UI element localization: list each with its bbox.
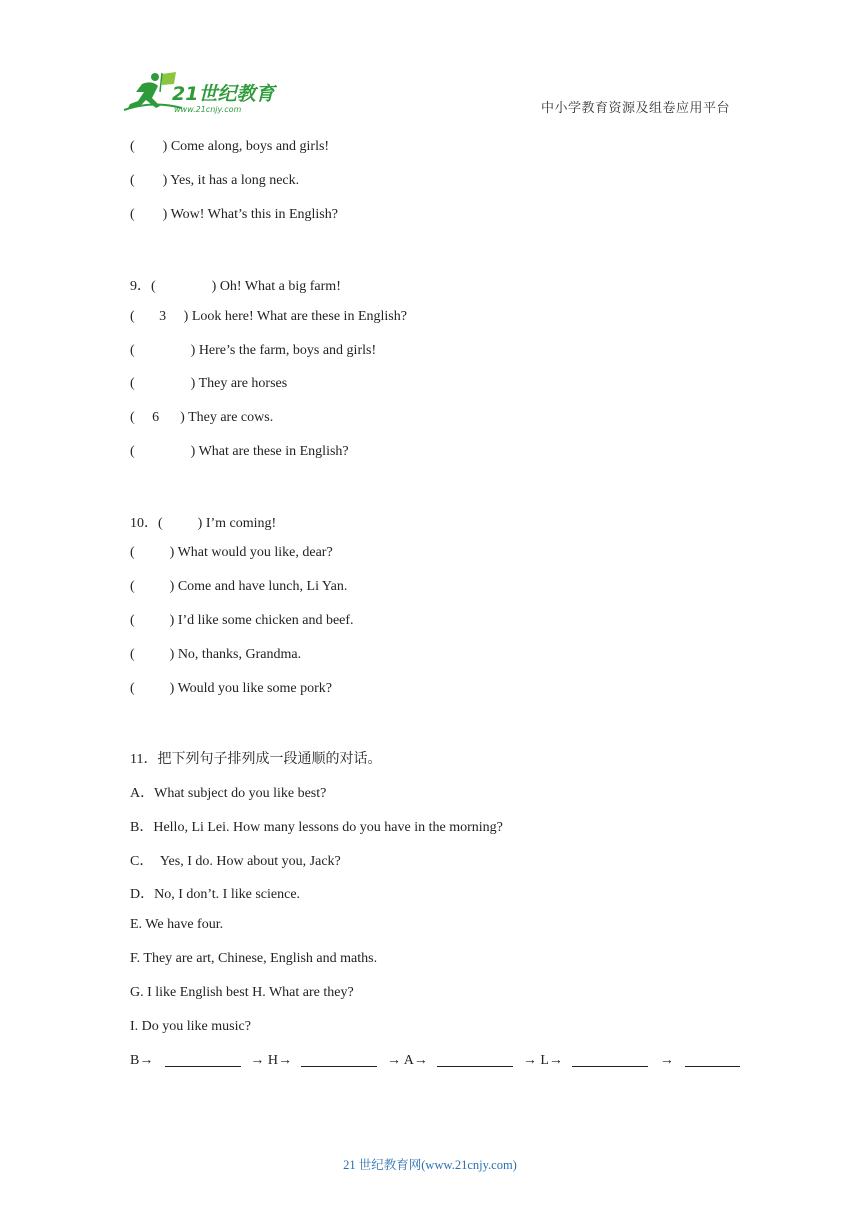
logo-main: 21世纪教育 [172, 83, 275, 105]
q8-line-1: ( ) Come along, boys and girls! [130, 139, 330, 154]
q11-item-a: A．What subject do you like best? [130, 786, 327, 801]
answer-blank-5[interactable] [685, 1052, 740, 1067]
seq-start: B→ [130, 1053, 154, 1068]
answer-blank-3[interactable] [437, 1052, 513, 1067]
q8-line-2: ( ) Yes, it has a long neck. [130, 173, 300, 188]
q10-line-5: ( ) No, thanks, Grandma. [130, 647, 302, 662]
logo-url: www.21cnjy.com [174, 105, 242, 114]
q10-line-4: ( ) I’d like some chicken and beef. [130, 613, 354, 628]
answer-blank-4[interactable] [572, 1052, 648, 1067]
footer-text: 21 世纪教育网(www.21cnjy.com) [343, 1158, 517, 1172]
q11-item-e: E. We have four. [130, 917, 224, 932]
answer-blank-2[interactable] [301, 1052, 377, 1067]
q9-line-4: ( ) They are horses [130, 376, 288, 391]
q8-line-3: ( ) Wow! What’s this in English? [130, 207, 338, 222]
q10-line-1: 10．( ) I’m coming! [130, 516, 277, 531]
q11-item-c: C． Yes, I do. How about you, Jack? [130, 854, 341, 869]
q11-item-b: B．Hello, Li Lei. How many lessons do you have in the morning? [130, 820, 503, 835]
q9-line-5: ( 6 ) They are cows. [130, 410, 274, 425]
q11-item-g: G. I like English best H. What are they? [130, 985, 354, 1000]
q9-line-3: ( ) Here’s the farm, boys and girls! [130, 343, 377, 358]
q10-line-2: ( ) What would you like, dear? [130, 545, 333, 560]
seq-end-arrow: → [659, 1053, 674, 1068]
q11-prompt: 11．把下列句子排列成一段通顺的对话。 [130, 752, 382, 767]
q9-line-1: 9．( ) Oh! What a big farm! [130, 279, 341, 294]
answer-sequence [130, 1052, 730, 1069]
q10-line-6: ( ) Would you like some pork? [130, 681, 332, 696]
logo [122, 70, 292, 116]
q11-item-f: F. They are art, Chinese, English and maths. [130, 951, 378, 966]
page-header [0, 0, 860, 122]
q9-line-6: ( ) What are these in English? [130, 444, 349, 459]
q10-line-3: ( ) Come and have lunch, Li Yan. [130, 579, 348, 594]
answer-blank-1[interactable] [165, 1052, 241, 1067]
q9-line-2: ( 3 ) Look here! What are these in English? [130, 309, 407, 324]
q11-item-i: I. Do you like music? [130, 1019, 251, 1034]
seq-a: → A→ [386, 1053, 428, 1068]
site-tagline: 中小学教育资源及组卷应用平台 [540, 101, 730, 116]
seq-h: → H→ [250, 1053, 292, 1068]
seq-l: → L→ [522, 1053, 563, 1068]
q11-item-d: D．No, I don’t. I like science. [130, 887, 301, 902]
